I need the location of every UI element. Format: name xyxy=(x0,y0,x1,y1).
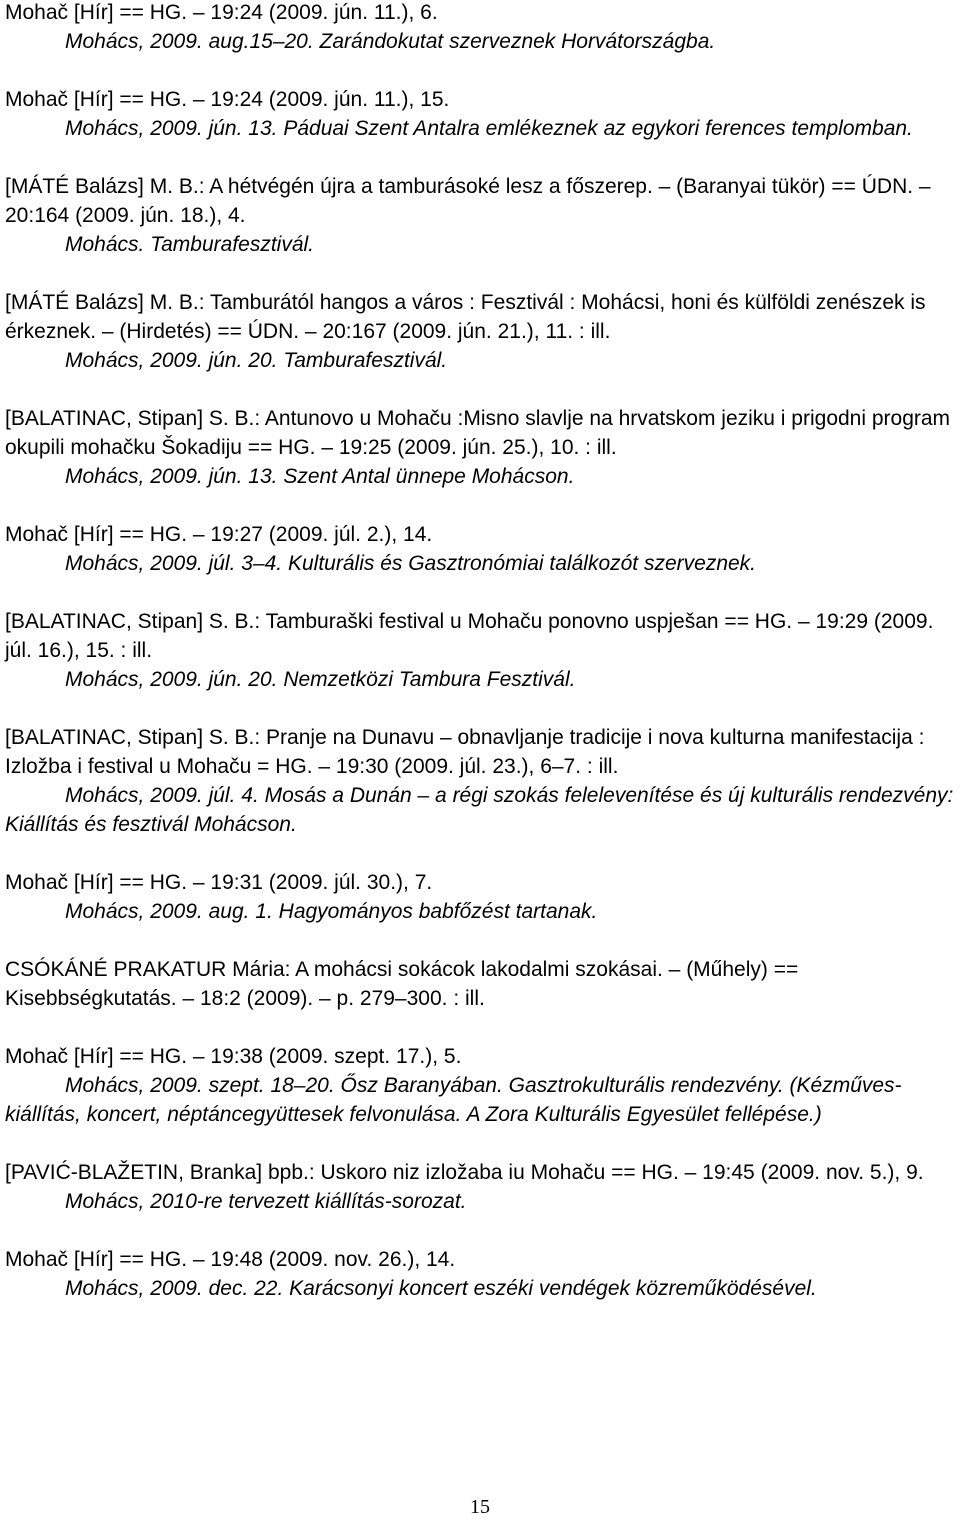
entry-citation: Mohač [Hír] == HG. – 19:24 (2009. jún. 11.), 15. xyxy=(5,88,450,111)
annotation-title: Mohács, 2010-re tervezett kiállítás-sorozat. xyxy=(65,1190,467,1213)
bibliography-page xyxy=(5,0,955,1332)
entry-citation: CSÓKÁNÉ PRAKATUR Mária: A mohácsi sokácok lakodalmi szokásai. – (Műhely) == Kisebbségkutatás. – 18:2 (2009). – p. 279–300. : ill. xyxy=(5,958,799,1010)
entry-citation: Mohač [Hír] == HG. – 19:27 (2009. júl. 2.), 14. xyxy=(5,523,433,546)
page-number: 15 xyxy=(470,1496,490,1518)
annotation-title: Páduai Szent Antalra emlékeznek az egykori ferences templomban. xyxy=(283,117,913,140)
bibliography-entry xyxy=(5,955,955,1013)
bibliography-entry xyxy=(5,0,955,56)
annotation-title: Nemzetközi Tambura Fesztivál. xyxy=(283,668,576,691)
entry-annotation xyxy=(5,665,955,694)
entry-annotation xyxy=(5,114,955,143)
annotation-title: Kulturális és Gasztronómiai találkozót szerveznek. xyxy=(287,552,757,575)
bibliography-entry xyxy=(5,607,955,694)
bibliography-entry xyxy=(5,288,955,375)
entry-annotation xyxy=(5,549,955,578)
entry-citation: [BALATINAC, Stipan] S. B.: Tamburaški festival u Mohaču ponovno uspješan == HG. – 19:29 (2009. júl. 16.), 15. : ill. xyxy=(5,610,934,662)
annotation-title: Ősz Baranyában. Gasztrokulturális rendezvény. (Kézműves-kiállítás, koncert, néptáncegyüttesek felvonulása. A Zora Kulturális Egyesület fellépése.) xyxy=(5,1074,902,1126)
bibliography-entry xyxy=(5,520,955,578)
bibliography-entry xyxy=(5,1158,955,1216)
entry-citation: Mohač [Hír] == HG. – 19:31 (2009. júl. 30.), 7. xyxy=(5,871,433,894)
annotation-title: Hagyományos babfőzést tartanak. xyxy=(278,900,598,923)
annotation-title: Szent Antal ünnepe Mohácson. xyxy=(283,465,575,488)
annotation-title: Tamburafesztivál. xyxy=(150,233,315,256)
entry-citation: [BALATINAC, Stipan] S. B.: Pranje na Dunavu – obnavljanje tradicije i nova kulturna manifestacija : Izložba i festival u Mohaču = HG. – 19:30 (2009. júl. 23.), 6–7. : ill. xyxy=(5,726,925,778)
bibliography-entry xyxy=(5,85,955,143)
annotation-lead: Mohács, 2009. jún. 13. xyxy=(65,117,278,140)
annotation-lead: Mohács, 2009. dec. 22. xyxy=(65,1277,284,1300)
entry-annotation xyxy=(5,462,955,491)
annotation-lead: Mohács, 2009. júl. 3–4. xyxy=(65,552,283,575)
entry-annotation xyxy=(5,230,955,259)
annotation-title: Tamburafesztivál. xyxy=(283,349,448,372)
annotation-lead: Mohács. xyxy=(65,233,145,256)
bibliography-entry xyxy=(5,172,955,259)
annotation-lead: Mohács, 2009. jún. 13. xyxy=(65,465,278,488)
bibliography-entry xyxy=(5,723,955,839)
entry-annotation xyxy=(5,1274,955,1303)
entry-citation: Mohač [Hír] == HG. – 19:48 (2009. nov. 26.), 14. xyxy=(5,1248,456,1271)
annotation-lead: Mohács, 2009. aug. 1. xyxy=(65,900,273,923)
entry-annotation xyxy=(5,897,955,926)
bibliography-entry xyxy=(5,1042,955,1129)
bibliography-entry xyxy=(5,868,955,926)
annotation-lead: Mohács, 2009. júl. 4. xyxy=(65,784,259,807)
annotation-title: Mosás a Dunán – a régi szokás felelevenítése és új kulturális rendezvény: Kiállítás és fesztivál Mohácson. xyxy=(5,784,954,836)
entry-annotation xyxy=(5,27,955,56)
entry-annotation xyxy=(5,346,955,375)
entry-citation: Mohač [Hír] == HG. – 19:24 (2009. jún. 11.), 6. xyxy=(5,1,438,24)
entry-citation: [BALATINAC, Stipan] S. B.: Antunovo u Mohaču :Misno slavlje na hrvatskom jeziku i prigodni program okupili mohačku Šokadiju == HG. – 19:25 (2009. jún. 25.), 10. : ill. xyxy=(5,407,951,459)
annotation-lead: Mohács, 2009. jún. 20. xyxy=(65,668,278,691)
bibliography-entry xyxy=(5,1245,955,1303)
annotation-lead: Mohács, 2009. szept. 18–20. xyxy=(65,1074,335,1097)
entry-citation: [MÁTÉ Balázs] M. B.: A hétvégén újra a tamburásoké lesz a főszerep. – (Baranyai tükör) == ÚDN. – 20:164 (2009. jún. 18.), 4. xyxy=(5,175,931,227)
annotation-title: Mohács, 2009. aug.15–20. Zarándokutat szerveznek Horvátországba. xyxy=(65,30,716,53)
annotation-lead: Mohács, 2009. jún. 20. xyxy=(65,349,278,372)
entry-annotation xyxy=(5,1071,955,1129)
annotation-title: Karácsonyi koncert eszéki vendégek közreműködésével. xyxy=(289,1277,817,1300)
entry-citation: [PAVIĆ-BLAŽETIN, Branka] bpb.: Uskoro niz izložaba iu Mohaču == HG. – 19:45 (2009. nov. 5.), 9. xyxy=(5,1161,924,1184)
entry-annotation xyxy=(5,781,955,839)
entry-citation: [MÁTÉ Balázs] M. B.: Tamburától hangos a város : Fesztivál : Mohácsi, honi és külföldi zenészek is érkeznek. – (Hirdetés) == ÚDN. – 20:167 (2009. jún. 21.), 11. : ill. xyxy=(5,291,926,343)
entry-citation: Mohač [Hír] == HG. – 19:38 (2009. szept. 17.), 5. xyxy=(5,1045,462,1068)
entry-annotation xyxy=(5,1187,955,1216)
bibliography-entry xyxy=(5,404,955,491)
